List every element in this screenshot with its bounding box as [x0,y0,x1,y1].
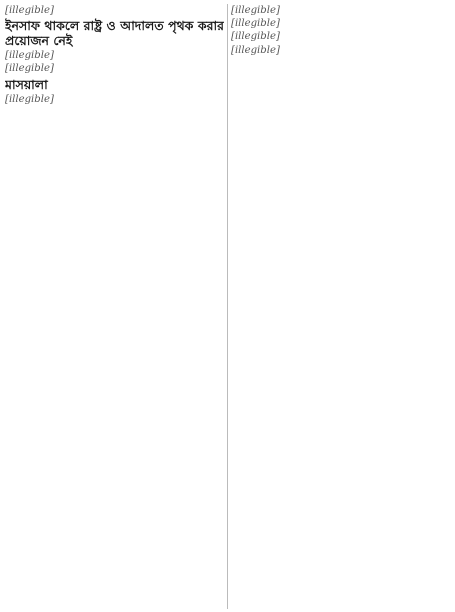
right-paragraph-2: [illegible] [231,18,280,30]
left-column [5,4,224,609]
right-paragraph-4: [illegible] [231,44,280,56]
right-paragraph-1: [illegible] [231,5,280,16]
section-heading-insaf: ইনসাফ থাকলে রাষ্ট্র ও আদালত পৃথক করার প্রয়োজন নেই [5,18,224,49]
column-divider [227,4,228,609]
right-paragraph-3: [illegible] [231,31,280,43]
left-paragraph-3: [illegible] [5,63,54,75]
left-paragraph-1: [illegible] [5,5,54,16]
right-column [231,4,450,609]
section-heading-masala: মাসয়ালা [5,76,48,92]
left-paragraph-2: [illegible] [5,50,54,62]
left-paragraph-4: [illegible] [5,93,54,105]
